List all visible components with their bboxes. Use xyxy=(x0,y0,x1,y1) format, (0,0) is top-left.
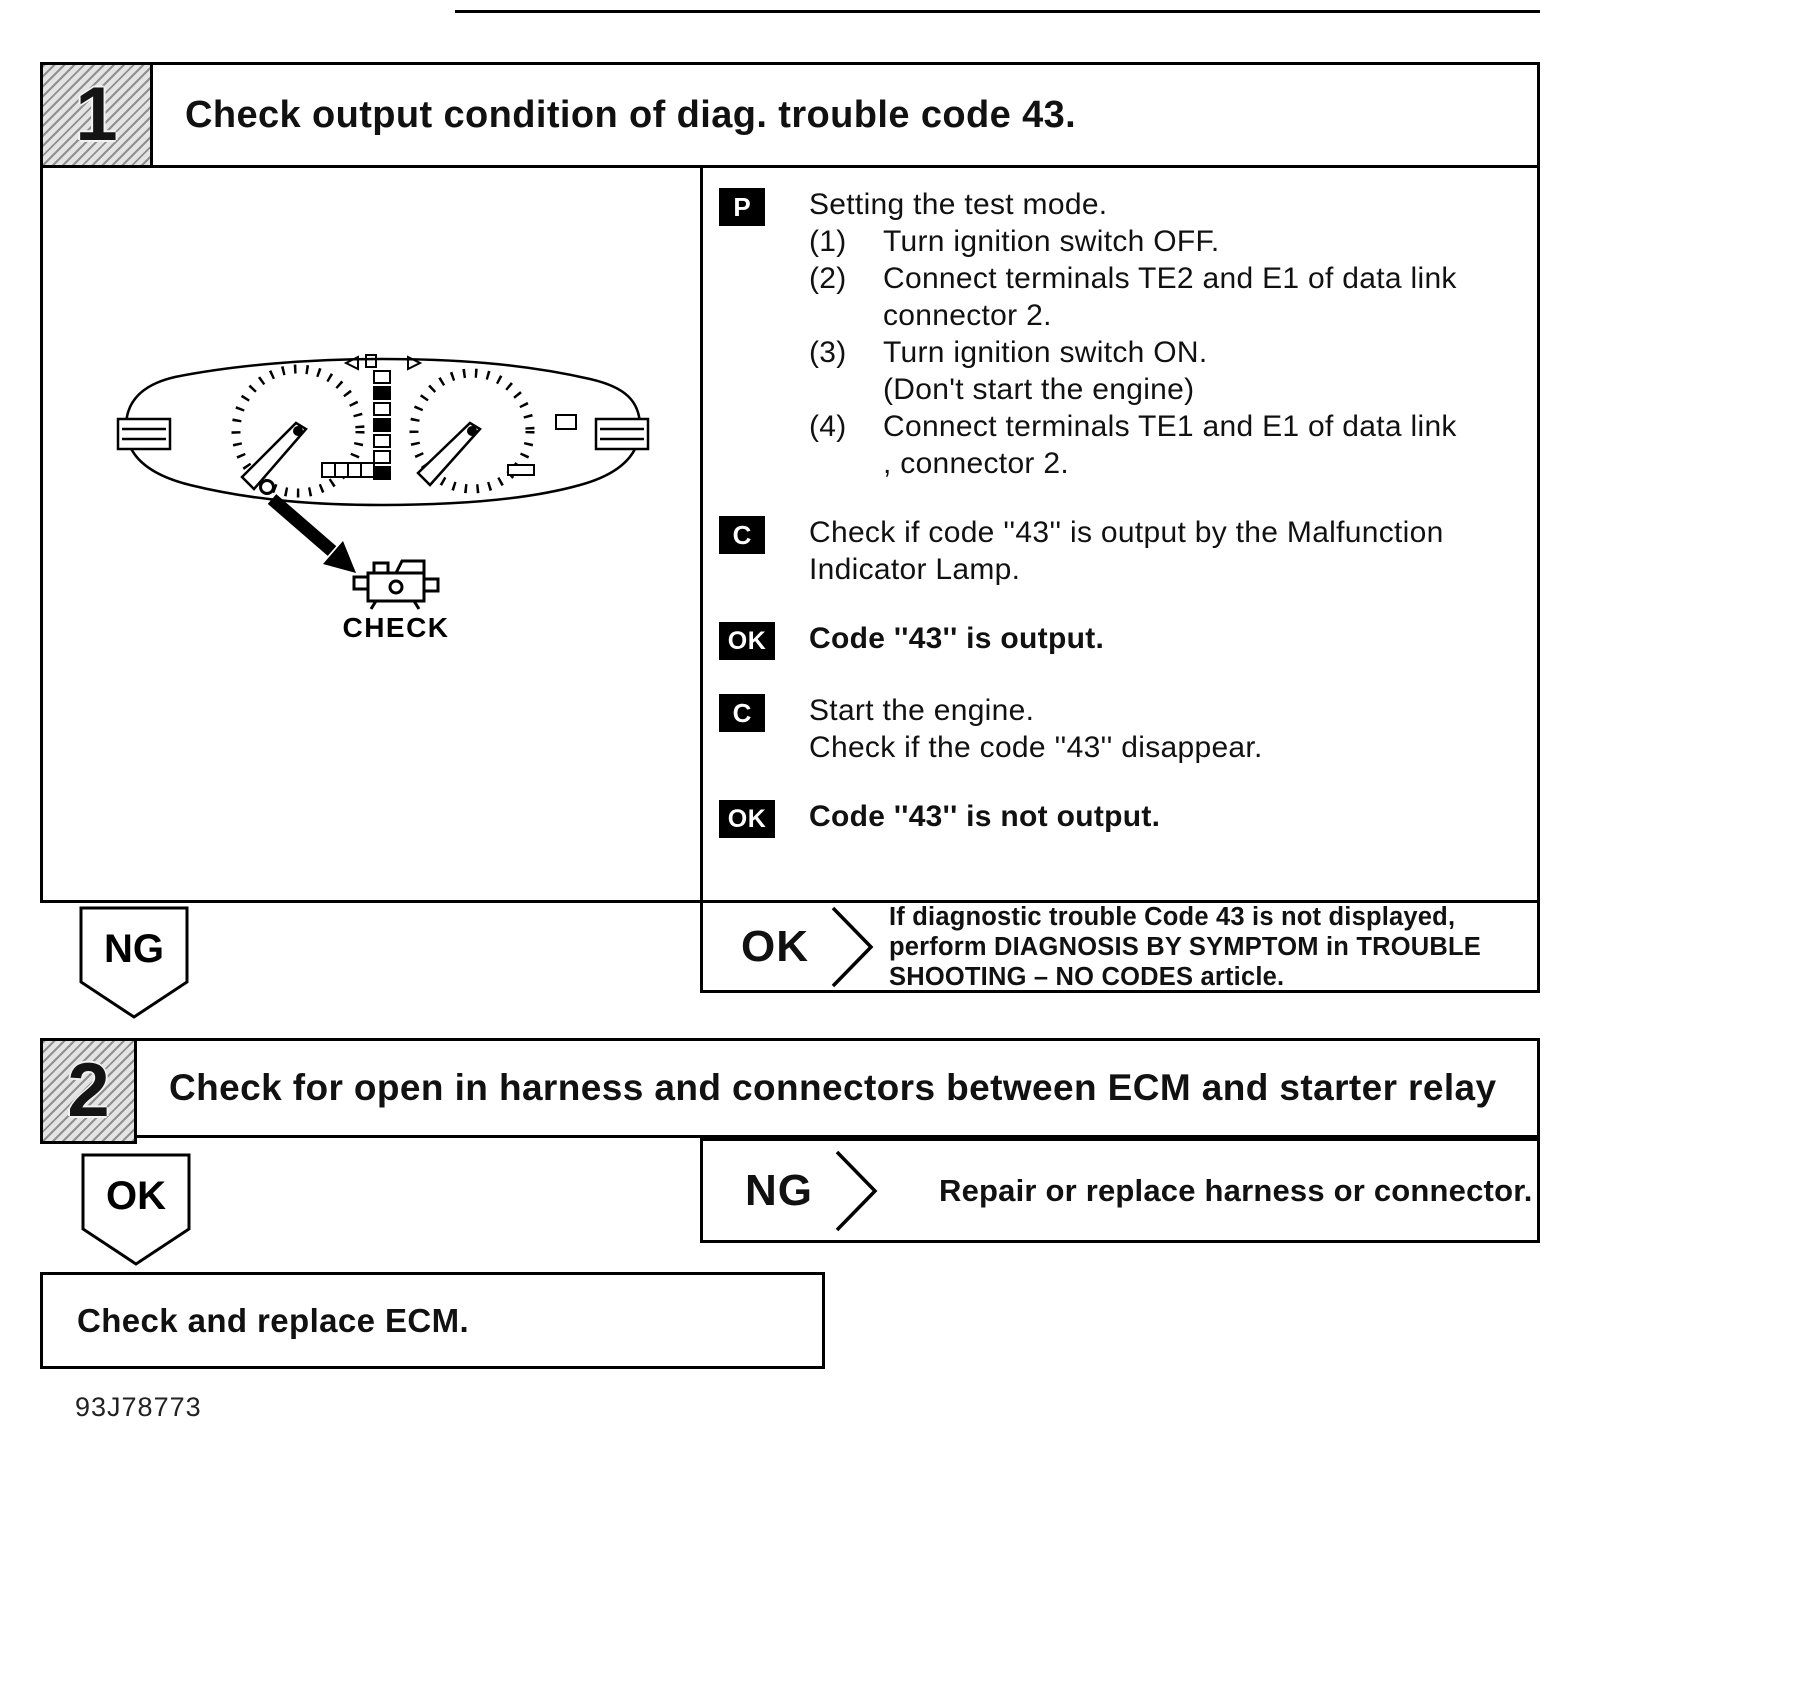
odometer xyxy=(322,463,374,477)
step2-title: Check for open in harness and connectors between ECM and starter relay xyxy=(169,1067,1497,1108)
check-text-line: Check if the code ''43'' disappear. xyxy=(809,731,1263,764)
step1-ok-branch-box xyxy=(700,900,1540,993)
step1-number: 1 xyxy=(75,72,118,157)
check-step-2 xyxy=(719,692,1511,766)
step2-ng-branch-label: NG xyxy=(745,1165,813,1215)
prepare-tag: P xyxy=(719,188,765,226)
step2-ok-connector xyxy=(80,1152,192,1268)
final-action-box xyxy=(40,1272,825,1369)
check-step-1 xyxy=(719,514,1511,588)
final-action-text: Check and replace ECM. xyxy=(77,1301,470,1339)
step1-ng-label: NG xyxy=(104,927,164,971)
prepare-substep-1 xyxy=(809,223,1511,260)
step2-number-box xyxy=(40,1038,137,1144)
step1-ok-branch-label: OK xyxy=(741,921,809,971)
substep-text: Connect terminals TE1 and E1 of data link xyxy=(883,410,1457,443)
substep-text: (Don't start the engine) xyxy=(883,373,1195,406)
prepare-title: Setting the test mode. xyxy=(809,188,1108,221)
step1-number-box xyxy=(40,62,153,168)
prepare-substep-3 xyxy=(809,334,1511,408)
ng-pentagon-shape xyxy=(78,905,190,1021)
substep-text: Turn ignition switch OFF. xyxy=(883,225,1220,258)
top-rule-line xyxy=(455,10,1540,13)
step2-number: 2 xyxy=(67,1048,110,1133)
chevron-right-icon xyxy=(831,904,875,990)
chevron-right-icon xyxy=(835,1148,879,1234)
ok-tag: OK xyxy=(719,622,775,660)
mil-indicator-circle xyxy=(261,481,274,494)
substep-number: (4) xyxy=(809,410,847,443)
prepare-substep-4 xyxy=(809,408,1511,482)
ok-pentagon-shape xyxy=(80,1152,192,1268)
pointer-arrow xyxy=(272,499,356,573)
step1-procedure-panel xyxy=(700,165,1540,903)
figure-id: 93J78773 xyxy=(75,1392,202,1422)
check-text: Check if code ''43'' is output by the Malfunction Indicator Lamp. xyxy=(809,516,1444,586)
check-text-line: Start the engine. xyxy=(809,694,1035,727)
substep-number: (3) xyxy=(809,336,847,369)
substep-text: connector 2. xyxy=(883,299,1052,332)
right-stalk-knob xyxy=(596,419,648,449)
step1-title: Check output condition of diag. trouble code 43. xyxy=(185,93,1077,136)
step2-ng-branch-box xyxy=(700,1138,1540,1243)
result-step-1 xyxy=(719,620,1511,660)
check-tag: C xyxy=(719,694,765,732)
substep-text: , connector 2. xyxy=(883,447,1069,480)
step2-ng-note: Repair or replace harness or connector. xyxy=(939,1172,1533,1208)
step2-ok-label: OK xyxy=(106,1174,166,1218)
result-text: Code ''43'' is not output. xyxy=(809,800,1161,833)
prepare-step xyxy=(719,186,1511,482)
step2-title-box xyxy=(134,1038,1540,1138)
result-text: Code ''43'' is output. xyxy=(809,622,1105,655)
step1-title-box xyxy=(150,62,1540,168)
ok-tag: OK xyxy=(719,800,775,838)
check-tag: C xyxy=(719,516,765,554)
prepare-substep-2 xyxy=(809,260,1511,334)
result-step-2 xyxy=(719,798,1511,838)
substep-number: (1) xyxy=(809,225,847,258)
substep-text: Connect terminals TE2 and E1 of data link xyxy=(883,262,1457,295)
left-stalk-knob xyxy=(118,419,170,449)
substep-text: Turn ignition switch ON. xyxy=(883,336,1208,369)
step1-ng-connector xyxy=(78,905,190,1021)
check-label: CHECK xyxy=(342,612,450,643)
check-engine-icon xyxy=(354,561,438,609)
step1-ok-note: If diagnostic trouble Code 43 is not displayed, perform DIAGNOSIS BY SYMPTOM in TROUBLE SHOOTING – NO CODES article. xyxy=(889,902,1481,991)
cluster-illustration xyxy=(40,165,703,903)
substep-number: (2) xyxy=(809,262,847,295)
